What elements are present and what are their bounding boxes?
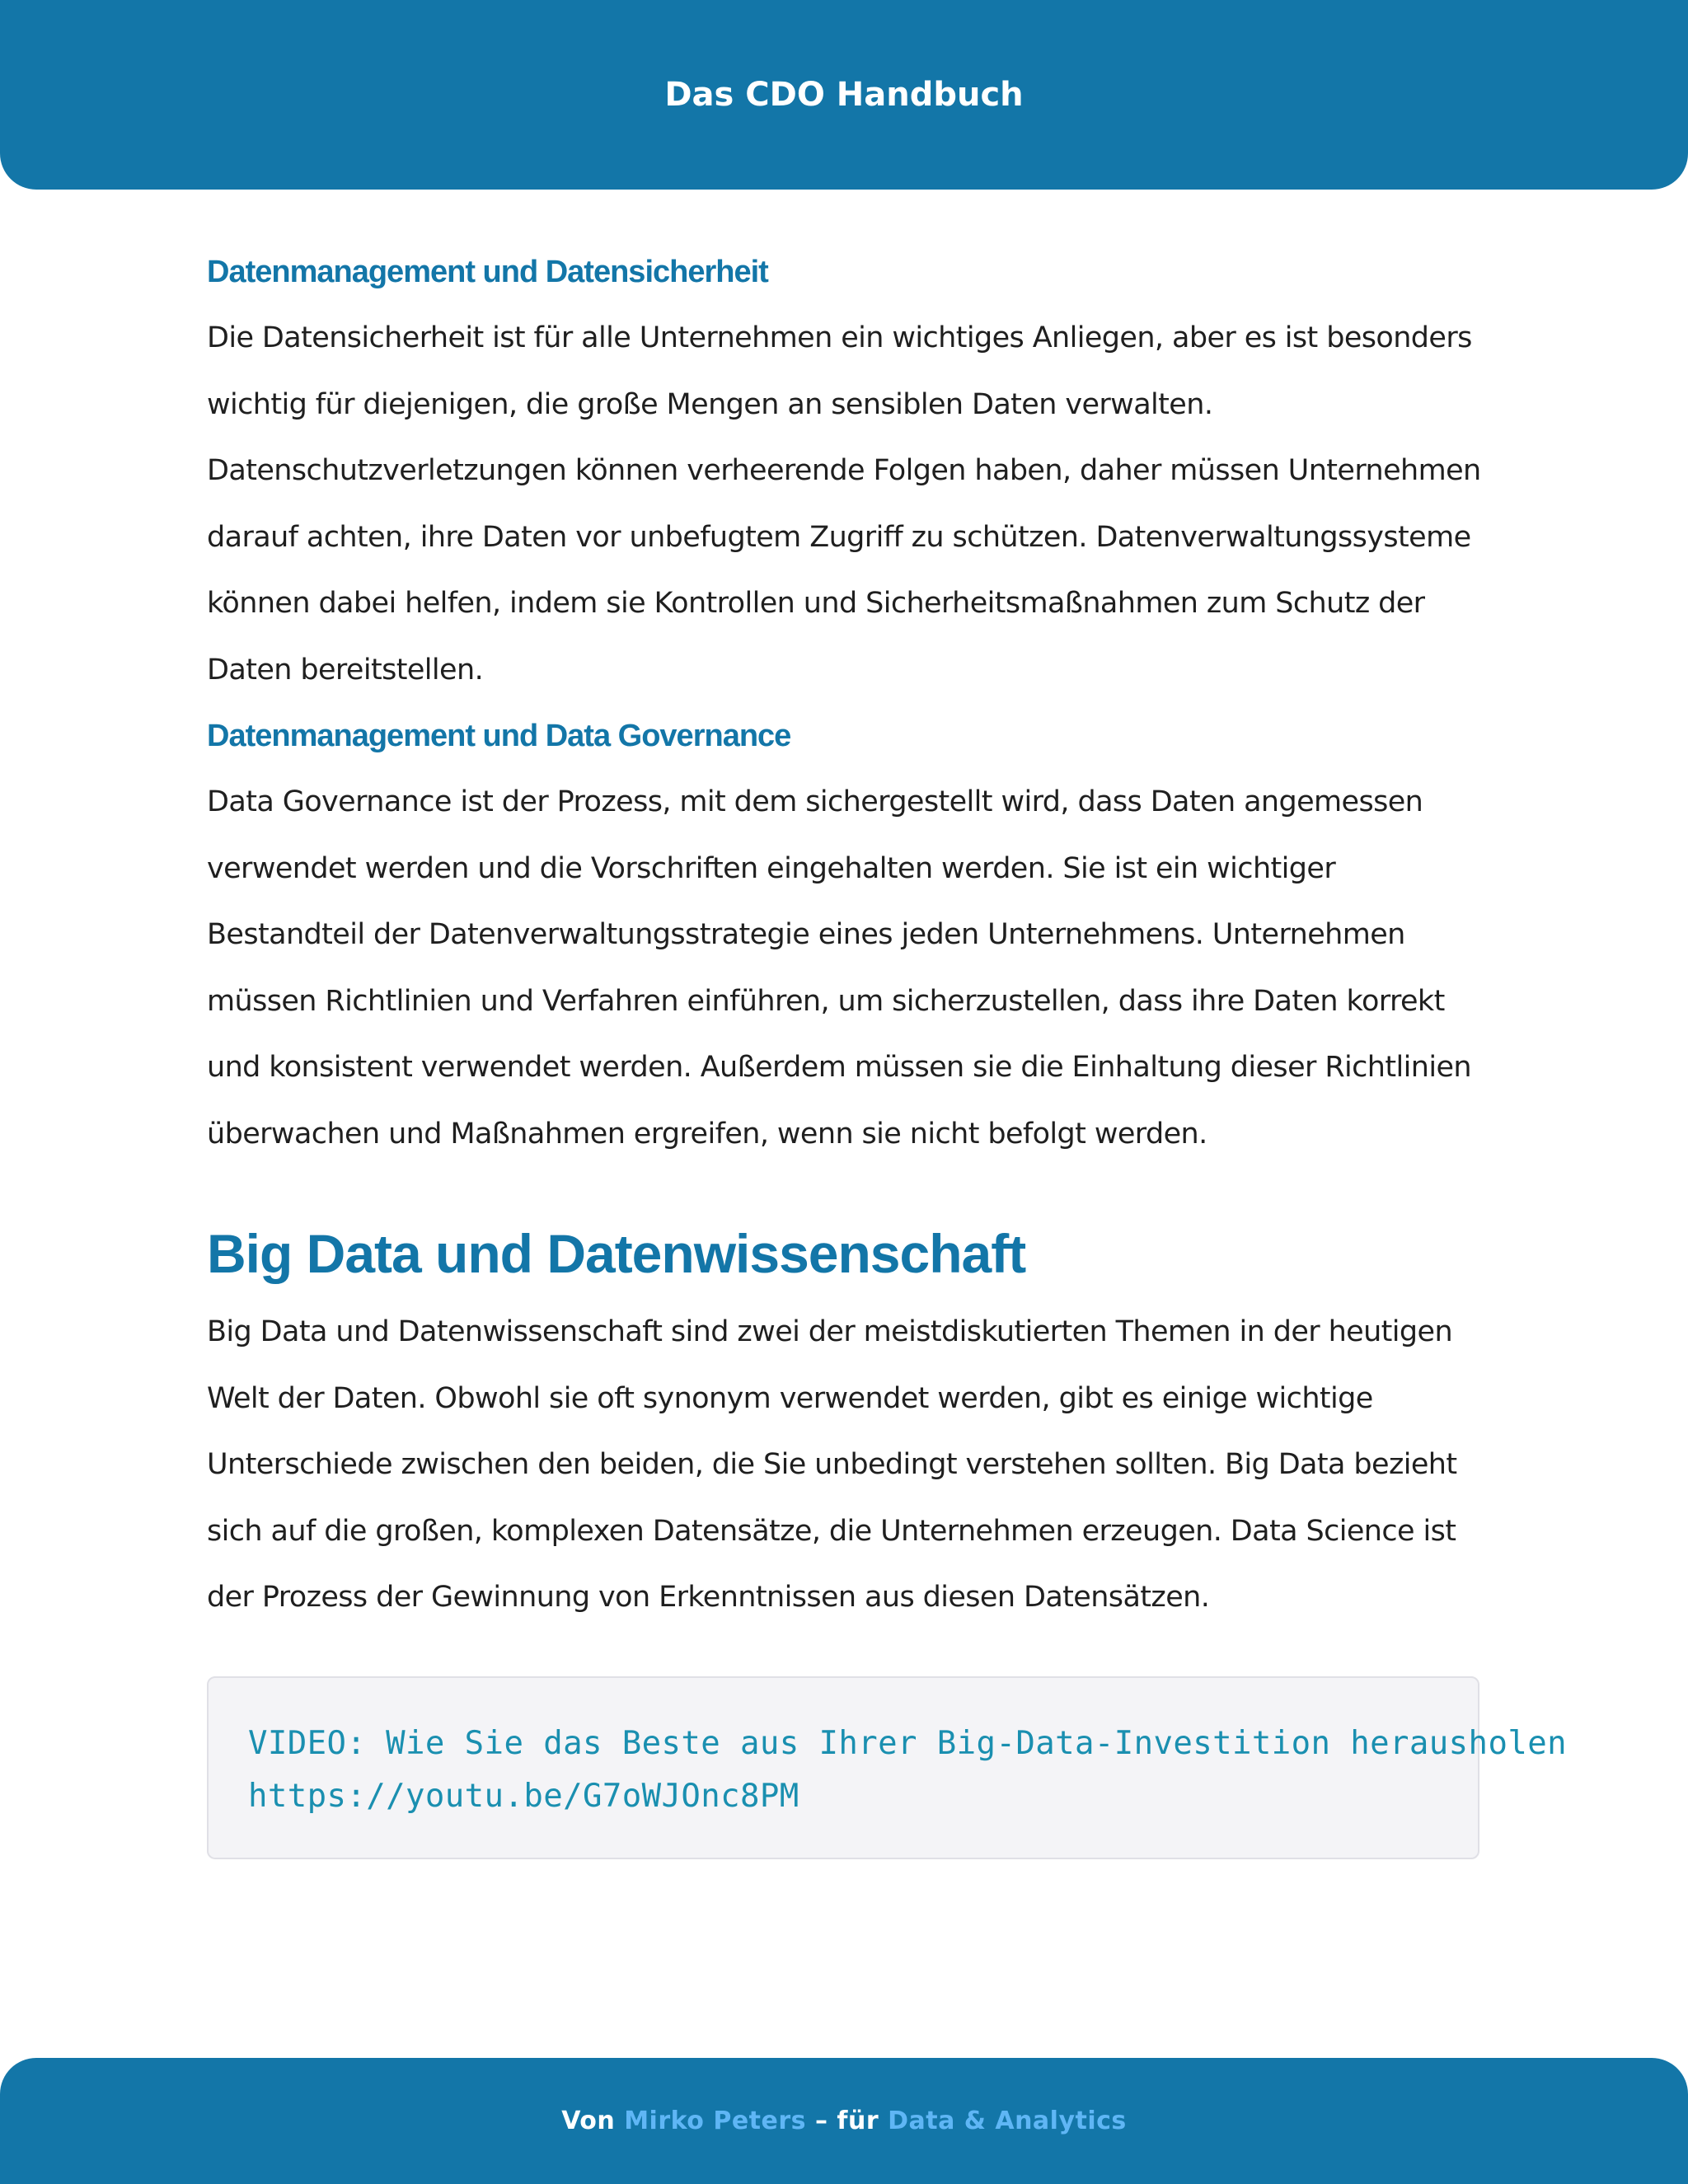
chapter-heading-big-data: Big Data und Datenwissenschaft bbox=[207, 1223, 1026, 1284]
header-title: Das CDO Handbuch bbox=[664, 76, 1024, 114]
video-url-link[interactable]: https://youtu.be/G7oWJOnc8PM bbox=[248, 1777, 799, 1815]
video-title-link[interactable]: VIDEO: Wie Sie das Beste aus Ihrer Big-Data-Investition herausholen bbox=[248, 1724, 1567, 1762]
footer-author-link[interactable]: Mirko Peters bbox=[624, 2107, 807, 2135]
video-callout-box bbox=[207, 1676, 1567, 1859]
footer-credit bbox=[561, 2107, 1127, 2135]
footer-middle: – für bbox=[814, 2107, 879, 2135]
section-heading-data-governance: Datenmanagement und Data Governance bbox=[207, 719, 791, 753]
footer-brand-link[interactable]: Data & Analytics bbox=[888, 2107, 1127, 2135]
footer-prefix: Von bbox=[561, 2107, 616, 2135]
chapter-body-big-data: Big Data und Datenwissenschaft sind zwei der meistdiskutierten Themen in der heutigen Welt der Daten. Obwohl sie oft synonym verwendet werden, gibt es einige wichtige Unterschiede zwischen den beiden, die Sie unbedingt verstehen sollten. Big Data bezieht sich auf die großen, komplexen Datensätze, die Unternehmen erzeugen. Data Science ist der Prozess der Gewinnung von Erkenntnissen aus diesen Datensätzen. bbox=[207, 1315, 1457, 1614]
page-header bbox=[0, 0, 1688, 190]
section-body-data-governance: Data Governance ist der Prozess, mit dem sichergestellt wird, dass Daten angemessen verwendet werden und die Vorschriften eingehalten werden. Sie ist ein wichtiger Bestandteil der Datenverwaltungsstrategie eines jeden Unternehmens. Unternehmen müssen Richtlinien und Verfahren einführen, um sicherzustellen, dass ihre Daten korrekt und konsistent verwendet werden. Außerdem müssen sie die Einhaltung dieser Richtlinien überwachen und Maßnahmen ergreifen, wenn sie nicht befolgt werden. bbox=[207, 785, 1471, 1151]
main-content bbox=[207, 239, 1567, 1859]
page-footer bbox=[0, 2058, 1688, 2184]
section-heading-datensicherheit: Datenmanagement und Datensicherheit bbox=[207, 255, 768, 289]
section-body-datensicherheit: Die Datensicherheit ist für alle Unternehmen ein wichtiges Anliegen, aber es ist besonders wichtig für diejenigen, die große Mengen an sensiblen Daten verwalten. Datenschutzverletzungen können verheerende Folgen haben, daher müssen Unternehmen darauf achten, ihre Daten vor unbefugtem Zugriff zu schützen. Datenverwaltungssysteme können dabei helfen, indem sie Kontrollen und Sicherheitsmaßnahmen zum Schutz der Daten bereitstellen. bbox=[207, 321, 1481, 687]
